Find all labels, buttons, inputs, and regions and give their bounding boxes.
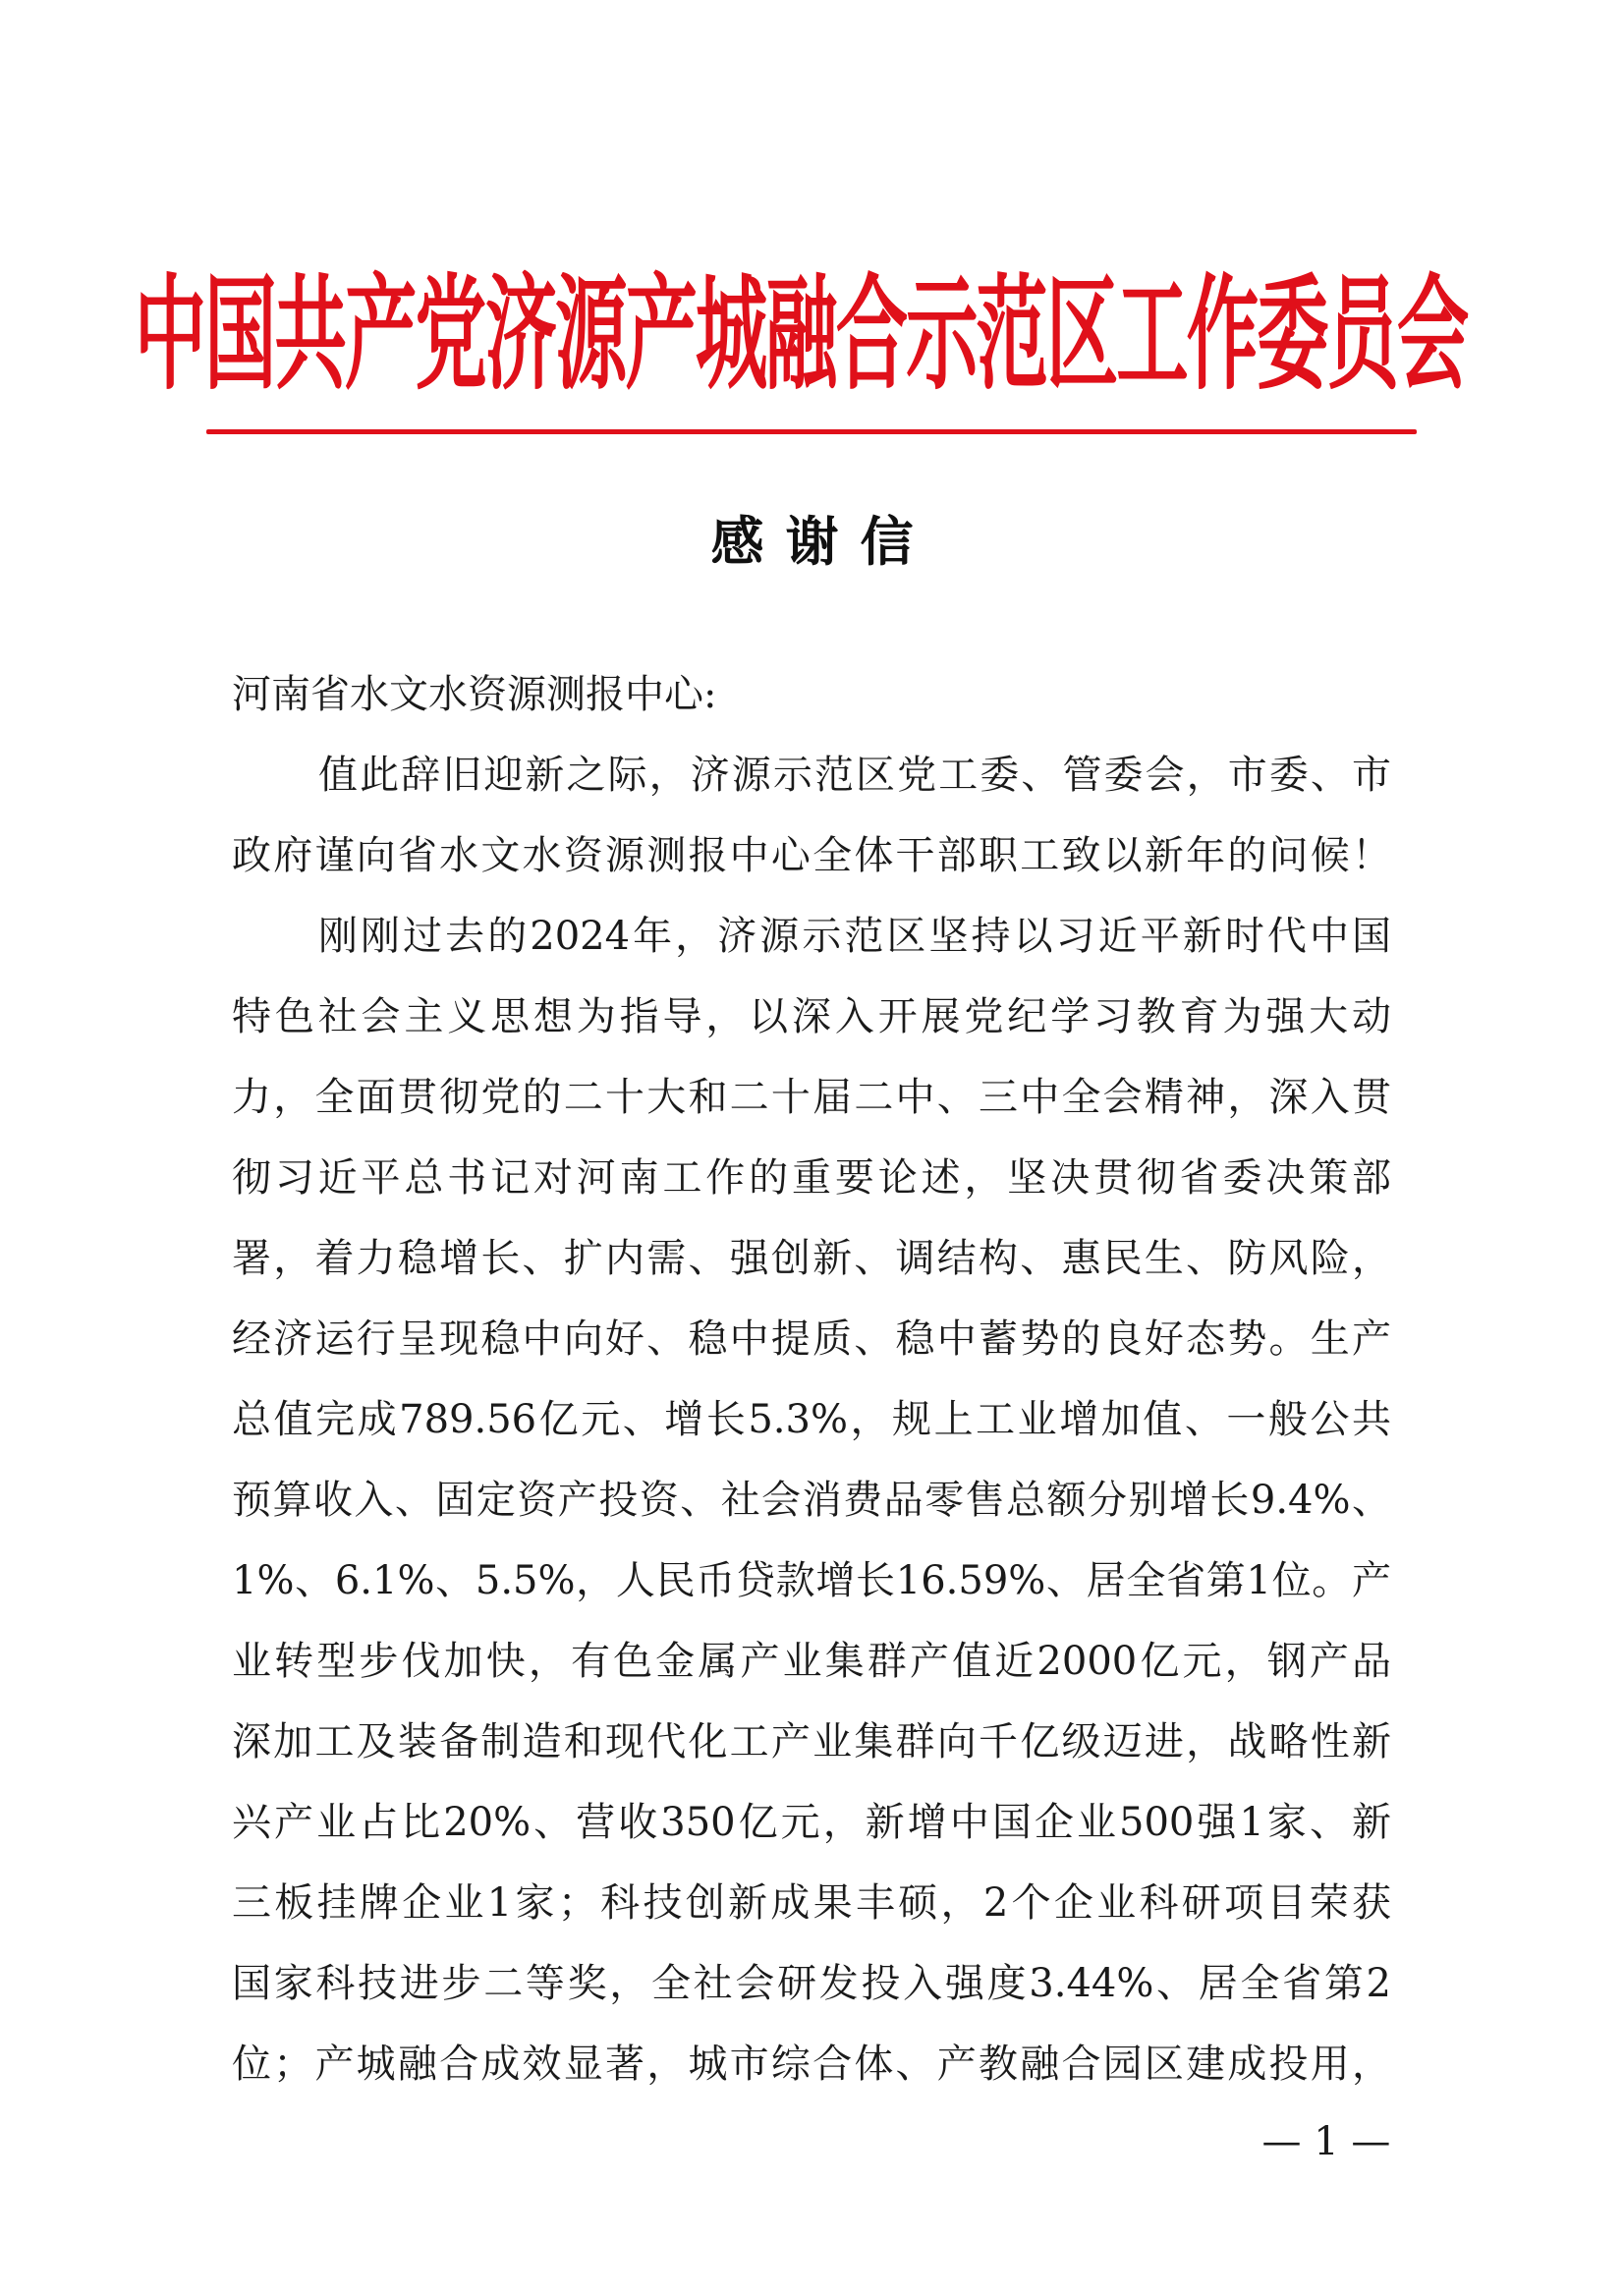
page-number: — 1 — [1261,2119,1391,2164]
red-divider-line [206,429,1417,434]
body-line: 总值完成789.56亿元、增长5.3%，规上工业增加值、一般公共 [232,1397,1391,1442]
body-line: 彻习近平总书记对河南工作的重要论述，坚决贯彻省委决策部 [232,1155,1391,1201]
body-line: 政府谨向省水文水资源测报中心全体干部职工致以新年的问候！ [232,833,1391,878]
masthead-title: 中国共产党济源产城融合示范区工作委员会 [134,261,1468,407]
body-line: 国家科技进步二等奖，全社会研发投入强度3.44%、居全省第2 [232,1961,1391,2006]
body-line: 兴产业占比20%、营收350亿元，新增中国企业500强1家、新 [232,1800,1391,1845]
body-line: 业转型步伐加快，有色金属产业集群产值近2000亿元，钢产品 [232,1639,1391,1684]
body-line: 刚刚过去的2024年，济源示范区坚持以习近平新时代中国 [318,914,1391,959]
body-line: 经济运行呈现稳中向好、稳中提质、稳中蓄势的良好态势。生产 [232,1316,1391,1362]
body-line: 位；产城融合成效显著，城市综合体、产教融合园区建成投用， [232,2042,1391,2087]
body-line: 1%、6.1%、5.5%，人民币贷款增长16.59%、居全省第1位。产 [232,1558,1391,1603]
body-line: 署，着力稳增长、扩内需、强创新、调结构、惠民生、防风险， [232,1236,1391,1281]
salutation: 河南省水文水资源测报中心: [232,672,717,717]
body-line: 特色社会主义思想为指导，以深入开展党纪学习教育为强大动 [232,994,1391,1039]
body-line: 力，全面贯彻党的二十大和二十届二中、三中全会精神，深入贯 [232,1075,1391,1120]
body-line: 深加工及装备制造和现代化工产业集群向千亿级迈进，战略性新 [232,1719,1391,1764]
letter-body [232,654,1391,2104]
masthead [134,246,1468,422]
body-line: 值此辞旧迎新之际，济源示范区党工委、管委会，市委、市 [318,753,1391,798]
letter-title: 感谢信 [710,511,935,573]
body-line: 预算收入、固定资产投资、社会消费品零售总额分别增长9.4%、 [232,1478,1391,1523]
body-line: 三板挂牌企业1家；科技创新成果丰硕，2个企业科研项目荣获 [232,1880,1391,1926]
